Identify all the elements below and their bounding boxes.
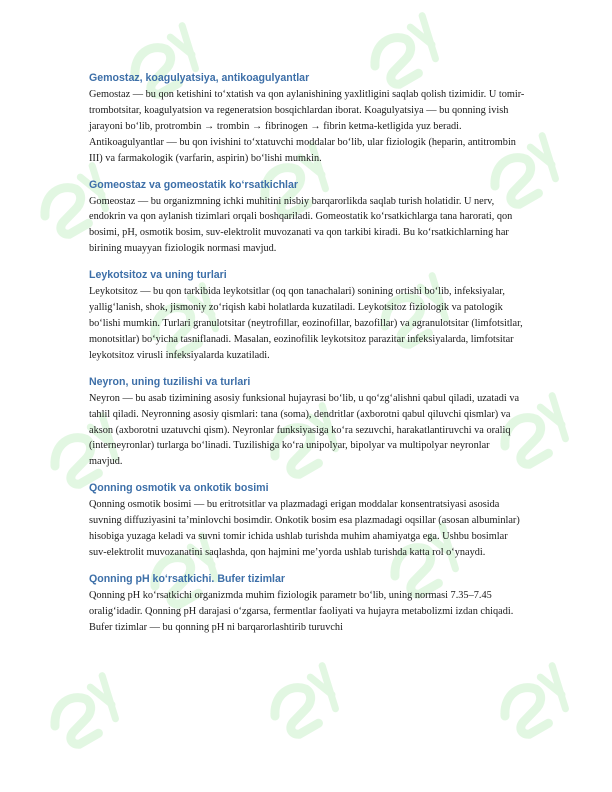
watermark-mark — [265, 666, 346, 741]
section-ph-bufer — [89, 571, 525, 636]
section-heading: Neyron, uning tuzilishi va turlari — [89, 375, 251, 388]
section-heading: Gemostaz, koagulyatsiya, antikoagulyantlar — [89, 72, 310, 84]
section-heading: Leykotsitoz va uning turlari — [89, 269, 227, 282]
section-paragraph: Gemostaz — bu qon ketishini to‘xtatish va qon aylanishining yaxlitligini saqlab qolish tizimidir. U tomir- trombotsitar, koagulyatsion va regeneratsion bosqichlardan iborat. Koagulyatsiya — bu qonning ivish jarayoni bo‘lib, protrombin → trombin → fibrinogen → fibrin ketma-ketligida yuz beradi. Antikoagulyantlar — bu qon ivishini to‘xtatuvchi moddalar bo‘lib, ular fiziologik (heparin, antitrombin III) va farmakologik (varfarin, aspirin) bo‘lishi mumkin. — [89, 89, 525, 164]
section-paragraph: Qonning osmotik bosimi — bu eritrotsitlar va plazmadagi erigan moddalar konsentratsiyasi asosida suvning diffuziyasini ta’minlovchi bosimdir. Onkotik bosim esa plazmadagi oqsillar (asosan albuminlar) hisobiga yuzaga keladi va suvni tomir ichida ushlab turishda muhim ahamiyatga ega. Ushbu bosimlar suv-elektrolit muvozanatini saqlashda, qon hajmini me’yorda ushlab turishda katta rol o‘ynaydi. — [89, 499, 520, 558]
section-neyron — [89, 374, 525, 471]
section-paragraph: Gomeostaz — bu organizmning ichki muhitini nisbiy barqarorlikda saqlab turish holatidir. U nerv, endokrin va qon aylanish tizimlari orqali boshqariladi. Gomeostatik ko‘rsatkichlarga tana harorati, qon bosimi, pH, osmotik bosim, suv-elektrolit muvozanati va qon tarkibi kiradi. Bu ko‘rsatkichlarning har birining muayyan fiziologik normasi mavjud. — [89, 195, 513, 255]
section-heading: Qonning pH ko‘rsatkichi. Bufer tizimlar — [89, 572, 286, 585]
section-gemostaz — [89, 70, 525, 167]
document-body — [89, 70, 525, 646]
section-paragraph: Leykotsitoz — bu qon tarkibida leykotsitlar (oq qon tanachalari) sonining ortishi bo‘lib, infeksiyalar, yallig‘lanish, shok, jismoniy zo‘riqish kabi holatlarda kuzatiladi. Leykotsitoz fiziologik va patologik bo‘lishi mumkin. Turlari granulotsitar (neytrofillar, eozinofillar, bazofillar) va agranulotsitar (limfotsitlar, monotsitlar) bo‘yicha tasniflanadi. Masalan, eozinofilik leykotsitoz parazitar infeksiyalarda, limfotsitar leykotsitoz virusli infeksiyalarda kuzatiladi. — [89, 286, 523, 361]
watermark-mark — [495, 666, 576, 741]
section-leykotsitoz — [89, 267, 525, 364]
section-paragraph: Neyron — bu asab tizimining asosiy funksional hujayrasi bo‘lib, u qo‘zg‘alishni qabul qiladi, uzatadi va tahlil qiladi. Neyronning asosiy qismlari: tana (soma), dendritlar (axborotni qabul qiluvchi qismlar) va akson (axborotni uzatuvchi qism). Neyronlar funksiyasiga ko‘ra sezuvchi, harakatlantiruvchi va oraliq (interneyronlar) turlarga bo‘linadi. Tuzilishiga ko‘ra unipolyar, bipolyar va multipolyar neyronlar mavjud. — [89, 392, 520, 468]
section-osmotik-bosim — [89, 480, 525, 561]
section-paragraph: Qonning pH ko‘rsatkichi organizmda muhim fiziologik parametr bo‘lib, uning normasi 7.35–7.45 oralig‘idadir. Qonning pH darajasi o‘zgarsa, fermentlar faoliyati va hujayra metabolizmi izdan chiqadi. Bufer tizimlar — bu qonning pH ni barqarorlashtirib turuvchi — [89, 589, 514, 633]
section-heading: Gomeostaz va gomeostatik ko‘rsatkichlar — [89, 178, 299, 191]
watermark-mark — [45, 676, 126, 751]
section-gomeostaz — [89, 177, 525, 258]
section-heading: Qonning osmotik va onkotik bosimi — [89, 482, 269, 495]
